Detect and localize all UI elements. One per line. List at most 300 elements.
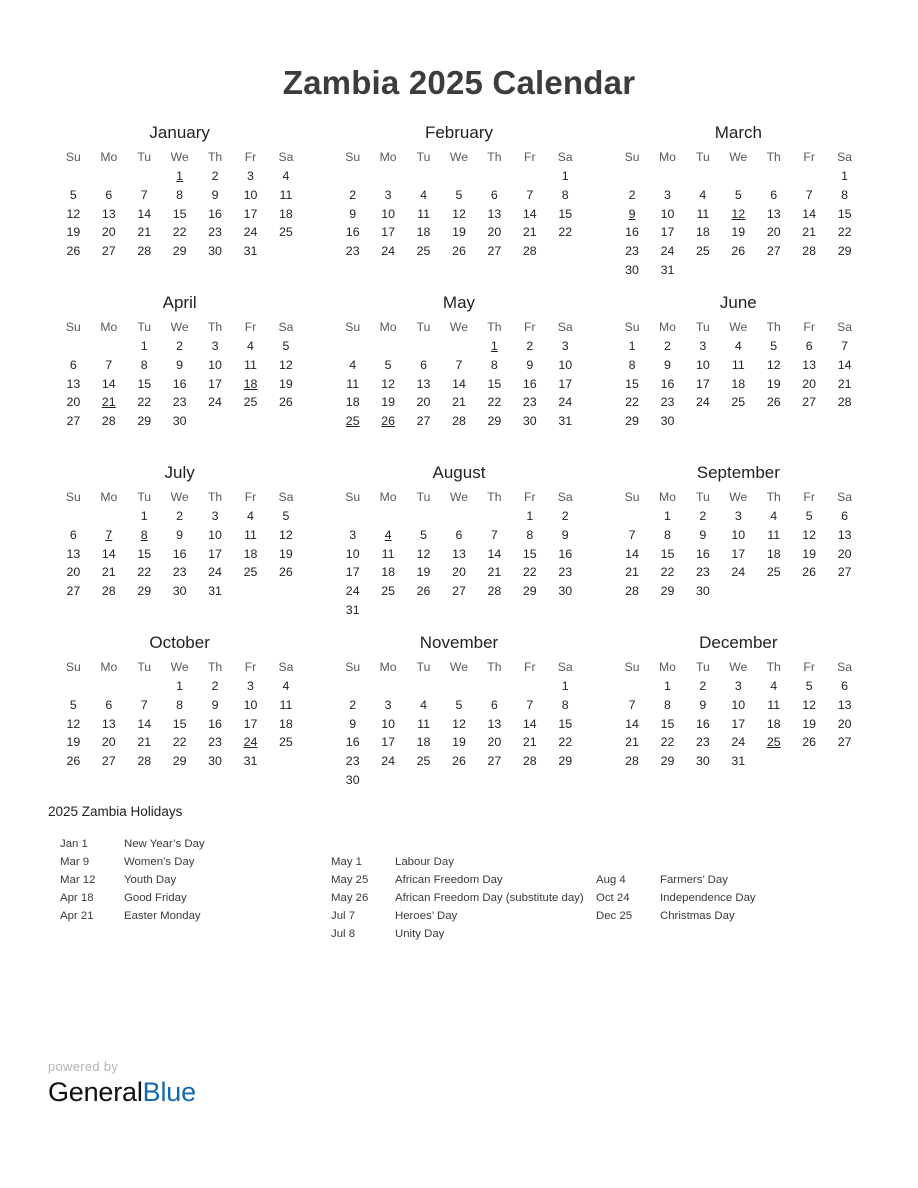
day-cell: 21 — [837, 376, 852, 391]
day-cell: 15 — [558, 206, 573, 221]
weekday-header: We — [449, 149, 468, 164]
day-cell: 24 — [558, 395, 573, 410]
day-cell: 16 — [208, 206, 222, 221]
holiday-name: Easter Monday — [124, 910, 201, 922]
day-cell: 14 — [101, 546, 116, 561]
week-row — [614, 223, 862, 242]
day-cell: 4 — [420, 698, 427, 713]
day-cell: 8 — [628, 358, 636, 373]
day-cell: 19 — [452, 225, 466, 240]
day-cell: 22 — [660, 735, 675, 750]
day-cell: 25 — [731, 395, 746, 410]
day-cell: 29 — [172, 244, 187, 259]
week-row — [335, 563, 583, 582]
day-cell: 11 — [767, 528, 781, 543]
week-row — [335, 412, 583, 431]
day-cell: 17 — [208, 376, 222, 391]
month-table — [614, 486, 862, 600]
day-cell: 19 — [802, 716, 817, 731]
week-row — [335, 204, 583, 223]
day-cell: 19 — [452, 735, 466, 750]
day-cell: 25 — [695, 244, 710, 259]
day-cell-empty — [233, 412, 268, 431]
weekday-header: We — [729, 489, 748, 504]
weekday-header: Mo — [658, 659, 676, 674]
footer-logo — [48, 1058, 196, 1108]
day-cell-holiday: 21 — [101, 395, 116, 410]
week-row — [56, 526, 304, 545]
weekday-header: Fr — [524, 659, 536, 674]
holiday-list-item — [60, 835, 205, 853]
day-cell-empty — [268, 242, 303, 261]
day-cell: 25 — [243, 565, 258, 580]
weekday-header: Tu — [695, 489, 710, 504]
week-row — [335, 223, 583, 242]
day-cell: 15 — [837, 206, 852, 221]
day-cell: 14 — [522, 716, 537, 731]
holidays-section-title: 2025 Zambia Holidays — [48, 804, 183, 819]
day-cell: 9 — [176, 528, 184, 543]
day-cell: 1 — [628, 339, 636, 354]
day-cell: 3 — [664, 188, 671, 203]
day-cell: 23 — [345, 754, 360, 769]
day-cell: 28 — [522, 754, 537, 769]
week-row — [335, 696, 583, 715]
day-cell: 12 — [802, 528, 817, 543]
day-cell: 26 — [66, 754, 81, 769]
day-cell: 16 — [208, 716, 222, 731]
month-block — [606, 292, 870, 462]
weekday-header: Sa — [278, 319, 294, 334]
day-cell-empty — [268, 412, 303, 431]
holiday-date: Jul 7 — [331, 910, 356, 922]
day-cell-empty — [756, 260, 791, 279]
day-cell: 18 — [695, 225, 710, 240]
day-cell-empty — [512, 770, 547, 789]
weekday-header-row — [614, 146, 862, 167]
weekday-header: Fr — [244, 659, 257, 674]
week-row — [614, 393, 862, 412]
day-cell: 10 — [660, 206, 675, 221]
day-cell: 24 — [731, 735, 746, 750]
week-row — [614, 337, 862, 356]
day-cell-empty — [548, 770, 583, 789]
day-cell: 19 — [381, 395, 396, 410]
day-cell-holiday: 24 — [243, 735, 258, 750]
day-cell: 9 — [211, 698, 219, 713]
day-cell: 28 — [522, 244, 537, 259]
weekday-header: Mo — [100, 659, 118, 674]
holiday-name: African Freedom Day — [395, 874, 503, 886]
day-cell-empty — [406, 770, 441, 789]
day-cell-empty — [721, 412, 756, 431]
holiday-list-column — [596, 871, 756, 925]
day-cell: 17 — [243, 716, 258, 731]
month-name: February — [424, 123, 493, 142]
day-cell: 18 — [416, 735, 431, 750]
weekday-header: Th — [766, 149, 781, 164]
holiday-date: Aug 4 — [596, 874, 626, 886]
week-row — [56, 582, 304, 601]
weekday-header: Th — [766, 319, 781, 334]
month-table — [335, 486, 583, 619]
day-cell: 12 — [279, 528, 293, 543]
weekday-header-row — [56, 316, 304, 337]
holiday-date: May 26 — [331, 892, 369, 904]
day-cell: 21 — [522, 735, 537, 750]
day-cell: 11 — [244, 358, 257, 373]
day-cell: 28 — [101, 584, 116, 599]
weekday-header: Fr — [524, 319, 536, 334]
weekday-header: Th — [487, 319, 502, 334]
holiday-name: Good Friday — [124, 892, 187, 904]
weekday-header-row — [614, 656, 862, 677]
holiday-name: Women’s Day — [124, 856, 195, 868]
day-cell: 23 — [208, 735, 222, 750]
day-cell-empty — [56, 337, 91, 356]
week-row — [335, 770, 583, 789]
day-cell: 7 — [490, 528, 498, 543]
month-block — [606, 462, 870, 632]
day-cell: 21 — [625, 565, 639, 580]
day-cell-holiday: 1 — [176, 169, 184, 184]
holiday-date: Mar 12 — [60, 874, 96, 886]
holiday-list-item — [331, 853, 584, 871]
day-cell: 26 — [731, 244, 746, 259]
day-cell-empty — [335, 677, 370, 696]
week-row — [56, 223, 304, 242]
day-cell: 13 — [416, 376, 431, 391]
weekday-header: Su — [624, 319, 640, 334]
day-cell: 18 — [766, 546, 781, 561]
holiday-list-item — [331, 907, 584, 925]
week-row — [335, 186, 583, 205]
day-cell: 24 — [208, 395, 222, 410]
day-cell-empty — [406, 677, 441, 696]
day-cell: 29 — [625, 414, 639, 429]
day-cell: 23 — [625, 244, 639, 259]
day-cell: 25 — [279, 735, 293, 750]
day-cell: 6 — [455, 528, 463, 543]
day-cell-empty — [791, 167, 826, 186]
holiday-date: Oct 24 — [596, 892, 630, 904]
day-cell: 27 — [416, 414, 431, 429]
holiday-list-item — [60, 853, 205, 871]
weekday-header: Th — [766, 659, 781, 674]
week-row — [335, 752, 583, 771]
day-cell: 3 — [561, 339, 569, 354]
weekday-header: Fr — [803, 659, 815, 674]
day-cell: 9 — [349, 206, 357, 221]
week-row — [335, 393, 583, 412]
day-cell: 11 — [381, 546, 395, 561]
day-cell: 30 — [695, 754, 710, 769]
month-table — [614, 146, 862, 279]
month-block — [606, 632, 870, 802]
holiday-name: African Freedom Day (substitute day) — [395, 892, 584, 904]
holiday-date: Apr 21 — [60, 910, 94, 922]
month-block — [48, 292, 312, 462]
day-cell: 16 — [695, 546, 710, 561]
day-cell: 9 — [211, 188, 219, 203]
weekday-header-row — [335, 656, 583, 677]
week-row — [56, 733, 304, 752]
day-cell: 21 — [522, 225, 537, 240]
weekday-header: Tu — [416, 489, 431, 504]
month-name: July — [164, 463, 195, 482]
day-cell: 4 — [770, 509, 778, 524]
day-cell: 7 — [841, 339, 849, 354]
holidays-columns — [48, 835, 878, 955]
day-cell: 20 — [837, 716, 852, 731]
weekday-header: Th — [487, 489, 502, 504]
week-row — [614, 544, 862, 563]
day-cell: 13 — [766, 206, 781, 221]
day-cell-empty — [56, 677, 91, 696]
week-row — [335, 507, 583, 526]
day-cell: 13 — [487, 716, 502, 731]
weekday-header: Th — [766, 489, 781, 504]
day-cell: 7 — [140, 698, 148, 713]
week-row — [335, 600, 583, 619]
day-cell: 7 — [526, 698, 534, 713]
weekday-header: Sa — [278, 659, 294, 674]
day-cell: 22 — [660, 565, 675, 580]
day-cell: 10 — [558, 358, 573, 373]
week-row — [56, 356, 304, 375]
day-cell: 22 — [137, 565, 152, 580]
day-cell: 3 — [384, 698, 392, 713]
day-cell-empty — [406, 600, 441, 619]
day-cell: 23 — [345, 244, 360, 259]
weekday-header: Mo — [379, 319, 397, 334]
day-cell: 25 — [243, 395, 258, 410]
day-cell: 20 — [766, 225, 781, 240]
day-cell: 13 — [101, 206, 116, 221]
day-cell: 1 — [140, 339, 148, 354]
day-cell: 11 — [417, 206, 430, 221]
day-cell: 27 — [802, 395, 817, 410]
weekday-header-row — [335, 146, 583, 167]
month-table — [56, 486, 304, 600]
week-row — [335, 677, 583, 696]
day-cell-holiday: 7 — [105, 528, 113, 543]
day-cell-holiday: 12 — [731, 206, 746, 221]
day-cell: 14 — [837, 358, 852, 373]
day-cell: 13 — [66, 376, 81, 391]
day-cell: 27 — [452, 584, 466, 599]
day-cell: 27 — [101, 754, 116, 769]
weekday-header: Fr — [524, 149, 536, 164]
day-cell: 14 — [452, 376, 466, 391]
day-cell: 24 — [731, 565, 746, 580]
day-cell: 5 — [384, 358, 392, 373]
weekday-header: We — [170, 489, 189, 504]
day-cell: 20 — [101, 735, 116, 750]
day-cell-empty — [791, 412, 826, 431]
day-cell: 10 — [208, 528, 222, 543]
day-cell: 17 — [731, 546, 746, 561]
day-cell-empty — [406, 507, 441, 526]
day-cell: 19 — [731, 225, 746, 240]
holiday-list-item — [331, 889, 584, 907]
day-cell: 13 — [66, 546, 81, 561]
day-cell: 24 — [660, 244, 675, 259]
day-cell: 3 — [734, 679, 742, 694]
day-cell-holiday: 8 — [140, 528, 148, 543]
weekday-header: Sa — [557, 489, 573, 504]
day-cell: 16 — [522, 376, 537, 391]
weekday-header: We — [729, 319, 748, 334]
day-cell-empty — [721, 260, 756, 279]
holiday-date: Dec 25 — [596, 910, 633, 922]
day-cell: 2 — [211, 679, 219, 694]
week-row — [335, 356, 583, 375]
weekday-header: Sa — [837, 659, 853, 674]
day-cell-holiday: 18 — [243, 376, 258, 391]
day-cell: 9 — [699, 698, 707, 713]
day-cell: 31 — [731, 754, 746, 769]
calendar-grid — [40, 122, 878, 802]
week-row — [56, 374, 304, 393]
day-cell: 10 — [208, 358, 222, 373]
day-cell: 11 — [731, 358, 745, 373]
weekday-header: We — [449, 489, 468, 504]
week-row — [614, 356, 862, 375]
weekday-header: Su — [624, 659, 640, 674]
day-cell: 5 — [805, 509, 813, 524]
day-cell-empty — [477, 167, 512, 186]
day-cell-empty — [650, 167, 685, 186]
weekday-header: Tu — [137, 659, 152, 674]
day-cell: 26 — [802, 735, 817, 750]
day-cell: 21 — [137, 225, 152, 240]
powered-by-label: powered by — [48, 1059, 119, 1074]
week-row — [56, 204, 304, 223]
day-cell: 4 — [247, 509, 254, 524]
day-cell: 5 — [734, 188, 742, 203]
month-name: March — [714, 123, 762, 142]
day-cell: 15 — [558, 716, 573, 731]
week-row — [614, 186, 862, 205]
week-row — [614, 733, 862, 752]
month-block — [327, 122, 591, 292]
day-cell: 30 — [522, 414, 537, 429]
day-cell: 5 — [69, 188, 77, 203]
day-cell-empty — [370, 600, 405, 619]
day-cell: 30 — [172, 414, 187, 429]
day-cell: 17 — [558, 376, 573, 391]
week-row — [614, 260, 862, 279]
day-cell-empty — [721, 582, 756, 601]
brand-name-first: General — [48, 1077, 143, 1107]
weekday-header-row — [614, 486, 862, 507]
day-cell: 9 — [349, 716, 357, 731]
weekday-header-row — [335, 316, 583, 337]
day-cell: 7 — [628, 698, 636, 713]
day-cell: 23 — [172, 565, 187, 580]
week-row — [614, 242, 862, 261]
day-cell: 14 — [101, 376, 116, 391]
day-cell: 29 — [660, 754, 675, 769]
day-cell: 24 — [345, 584, 360, 599]
day-cell: 30 — [695, 584, 710, 599]
day-cell: 4 — [247, 339, 254, 354]
day-cell-empty — [370, 337, 405, 356]
day-cell-empty — [614, 677, 649, 696]
day-cell: 10 — [695, 358, 710, 373]
day-cell-empty — [335, 507, 370, 526]
day-cell: 1 — [561, 169, 569, 184]
day-cell: 5 — [69, 698, 77, 713]
day-cell: 16 — [172, 376, 187, 391]
day-cell: 18 — [381, 565, 396, 580]
month-name: January — [149, 123, 210, 142]
holiday-name: Youth Day — [124, 874, 177, 886]
day-cell: 24 — [381, 754, 396, 769]
day-cell: 5 — [282, 339, 290, 354]
day-cell: 23 — [172, 395, 187, 410]
day-cell: 2 — [176, 339, 184, 354]
day-cell-holiday: 1 — [490, 339, 498, 354]
day-cell: 11 — [279, 188, 293, 203]
day-cell-empty — [685, 412, 720, 431]
generalblue-logo — [48, 1076, 196, 1108]
day-cell-empty — [370, 507, 405, 526]
day-cell: 1 — [176, 679, 184, 694]
day-cell: 1 — [526, 509, 534, 524]
holiday-list-item — [596, 907, 756, 925]
day-cell: 2 — [349, 698, 357, 713]
day-cell: 3 — [211, 509, 219, 524]
day-cell: 9 — [699, 528, 707, 543]
page-title: Zambia 2025 Calendar — [282, 64, 636, 101]
day-cell: 17 — [660, 225, 675, 240]
holiday-name: New Year’s Day — [124, 838, 205, 850]
holiday-list-item — [596, 889, 756, 907]
day-cell: 9 — [561, 528, 569, 543]
month-block — [48, 122, 312, 292]
month-table — [335, 316, 583, 430]
weekday-header: Su — [345, 319, 361, 334]
holiday-name: Heroes’ Day — [395, 910, 458, 922]
day-cell: 13 — [487, 206, 502, 221]
day-cell-empty — [477, 770, 512, 789]
day-cell: 12 — [66, 716, 81, 731]
day-cell: 3 — [349, 528, 357, 543]
day-cell-empty — [477, 600, 512, 619]
day-cell: 19 — [279, 546, 293, 561]
day-cell-empty — [56, 507, 91, 526]
day-cell: 6 — [805, 339, 813, 354]
day-cell: 14 — [137, 716, 152, 731]
day-cell: 17 — [381, 225, 396, 240]
day-cell: 3 — [247, 169, 254, 184]
day-cell-empty — [441, 600, 476, 619]
weekday-header: Fr — [244, 319, 257, 334]
day-cell: 8 — [176, 698, 184, 713]
day-cell: 2 — [664, 339, 671, 354]
day-cell: 1 — [561, 679, 569, 694]
day-cell-empty — [233, 582, 268, 601]
week-row — [335, 526, 583, 545]
day-cell: 28 — [625, 584, 639, 599]
day-cell: 10 — [731, 528, 746, 543]
day-cell: 18 — [345, 395, 360, 410]
day-cell: 15 — [522, 546, 537, 561]
day-cell: 23 — [660, 395, 675, 410]
weekday-header: Fr — [244, 489, 257, 504]
